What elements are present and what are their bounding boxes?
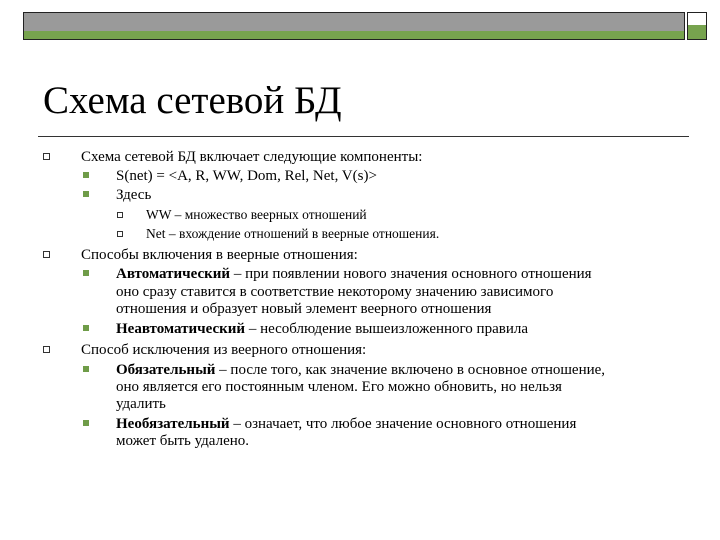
bullet-1-1: S(net) = <A, R, WW, Dom, Rel, Net, V(s)> bbox=[116, 168, 377, 184]
bullet-3-2-line2: может быть удалено. bbox=[116, 433, 250, 449]
hollow-square-bullet-icon bbox=[43, 346, 50, 353]
bullet-1: Схема сетевой БД включает следующие компоненты: bbox=[81, 149, 423, 165]
bullet-3-2-text: – означает, что любое значение основного отношения bbox=[229, 416, 577, 432]
bullet-3-1-text: – после того, как значение включено в основное отношение, bbox=[215, 362, 606, 378]
bullet-3-1-line2: оно является его постоянным членом. Его можно обновить, но нельзя bbox=[116, 379, 562, 395]
green-square-bullet-icon bbox=[83, 270, 89, 276]
green-square-bullet-icon bbox=[83, 325, 89, 331]
green-square-bullet-icon bbox=[83, 420, 89, 426]
bullet-1-2-1: WW – множество веерных отношений bbox=[146, 207, 367, 222]
hollow-square-bullet-icon bbox=[117, 212, 123, 218]
hollow-square-bullet-icon bbox=[43, 153, 50, 160]
bullet-1-2-2: Net – вхождение отношений в веерные отношения. bbox=[146, 226, 440, 241]
hollow-square-bullet-icon bbox=[117, 231, 123, 237]
term-automatic: Автоматический bbox=[116, 266, 231, 282]
bullet-2: Способы включения в веерные отношения: bbox=[81, 247, 358, 263]
term-non-automatic: Неавтоматический bbox=[116, 321, 246, 337]
bullet-1-2: Здесь bbox=[116, 187, 152, 203]
green-square-bullet-icon bbox=[83, 366, 89, 372]
green-square-bullet-icon bbox=[83, 191, 89, 197]
hollow-square-bullet-icon bbox=[43, 251, 50, 258]
bullet-3: Способ исключения из веерного отношения: bbox=[81, 342, 367, 358]
bullet-2-1-text: – при появлении нового значения основного отношения bbox=[230, 266, 592, 282]
term-optional: Необязательный bbox=[116, 416, 230, 432]
bullet-3-1-line3: удалить bbox=[116, 396, 166, 412]
bullet-3-1-line1 bbox=[116, 361, 605, 379]
bullet-2-2-text: – несоблюдение вышеизложенного правила bbox=[245, 321, 528, 337]
term-mandatory: Обязательный bbox=[116, 362, 216, 378]
bullet-3-2-line1 bbox=[116, 415, 576, 433]
bullet-2-1-line3: отношения и образует новый элемент веерного отношения bbox=[116, 301, 492, 317]
slide-title: Схема сетевой БД bbox=[43, 79, 342, 122]
bullet-2-1-line1 bbox=[116, 265, 592, 283]
bullet-2-1-line2: оно сразу ставится в соответствие некоторому значению зависимого bbox=[116, 284, 554, 300]
bullet-2-2 bbox=[116, 320, 528, 338]
green-square-bullet-icon bbox=[83, 172, 89, 178]
